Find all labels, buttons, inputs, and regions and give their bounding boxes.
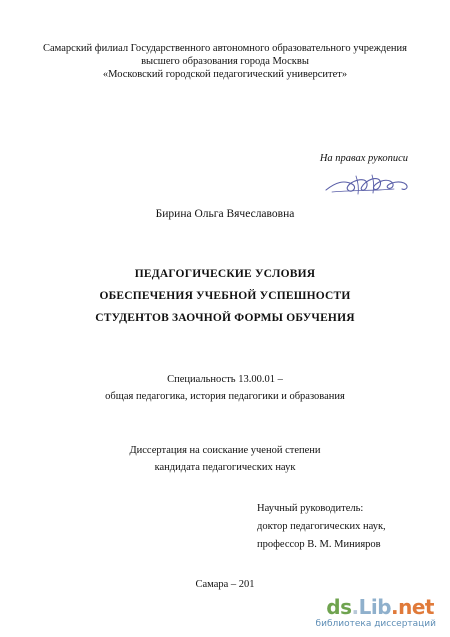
title-line-2: ОБЕСПЕЧЕНИЯ УЧЕБНОЙ УСПЕШНОСТИ [99,290,351,302]
specialty-line-1: Специальность 13.00.01 – [167,374,283,385]
dslib-watermark [315,593,442,633]
title-line-3: СТУДЕНТОВ ЗАОЧНОЙ ФОРМЫ ОБУЧЕНИЯ [95,312,355,324]
institution-line-2: высшего образования города Москвы [141,56,309,67]
author-name: Бирина Ольга Вячеславовна [155,208,295,220]
place-year: Самара – 201 [195,579,255,590]
supervisor-name: профессор В. М. Минияров [257,539,381,550]
rights-note: На правах рукописи [319,153,408,164]
dissertation-line-2: кандидата педагогических наук [154,462,296,473]
dslib-logo [326,595,434,619]
supervisor-degree: доктор педагогических наук, [257,521,386,532]
watermark-subtitle: библиотека диссертаций [315,619,436,629]
logo-ds: ds [326,595,352,619]
logo-net: .net [391,595,434,619]
dissertation-line-1: Диссертация на соискание ученой степени [129,445,321,456]
specialty-line-2: общая педагогика, история педагогики и образования [105,391,345,402]
logo-dot: . [351,595,359,619]
title-line-1: ПЕДАГОГИЧЕСКИЕ УСЛОВИЯ [134,268,316,280]
institution-line-3: «Московский городской педагогический университет» [102,69,348,80]
supervisor-label: Научный руководитель: [257,503,364,514]
logo-lib: Lib [358,595,392,619]
institution-line-1: Самарский филиал Государственного автономного образовательного учреждения [43,43,407,54]
signature-image [322,170,422,198]
